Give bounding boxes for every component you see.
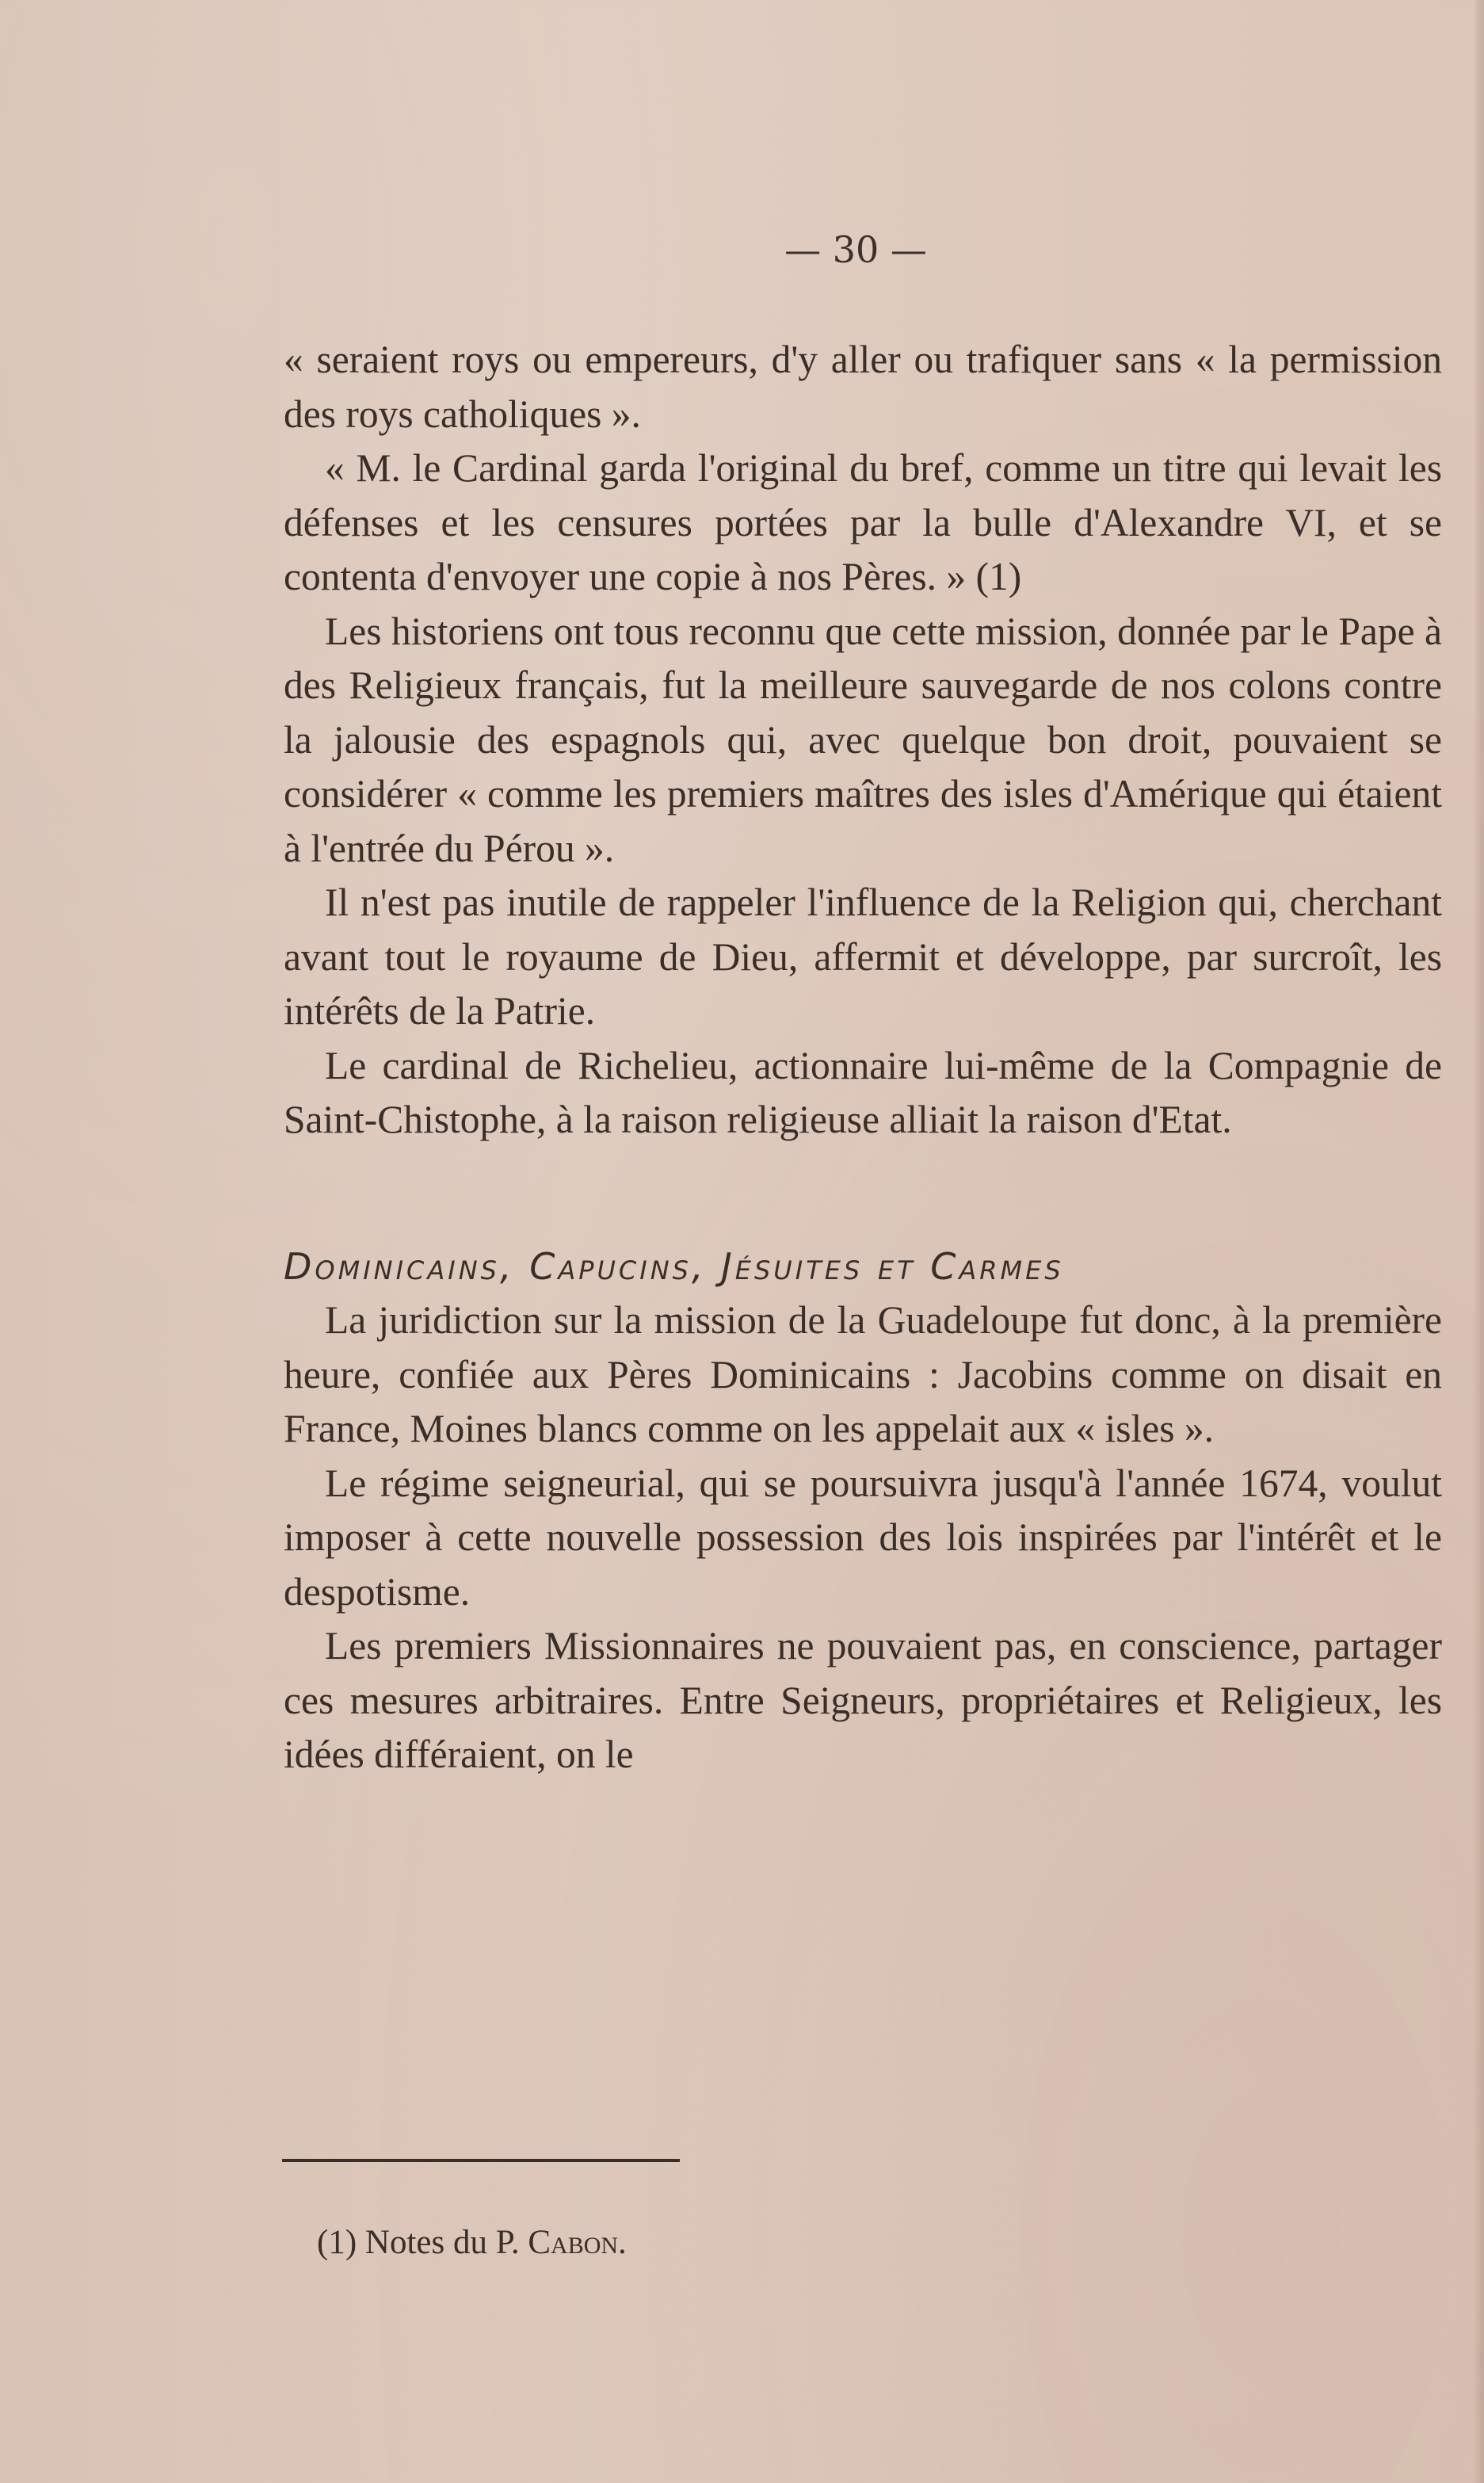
paragraph-4: Il n'est pas inutile de rappeler l'influence de la Religion qui, cherchant avant tout le royaume de Dieu, affermit et développe, par surcroît, les intérêts de la Patrie. [284, 881, 1442, 1033]
footnote [317, 2223, 627, 2262]
paragraph-2: « M. le Cardinal garda l'original du bref, comme un titre qui levait les défenses et les censures portées par la bulle d'Alexandre VI, et se contenta d'envoyer une copie à nos Pères. » (1) [284, 446, 1442, 598]
paragraph-5: Le cardinal de Richelieu, actionnaire lui-même de la Compagnie de Saint-Chistophe, à la raison religieuse alliait la raison d'Etat. [284, 1043, 1442, 1141]
paragraph-7: Le régime seigneurial, qui se poursuivra jusqu'à l'année 1674, voulut imposer à cette nouvelle possession des lois inspirées par l'intérêt et le despotisme. [284, 1461, 1442, 1614]
page-number: — 30 — [784, 228, 927, 271]
paragraph-6: La juridiction sur la mission de la Guadeloupe fut donc, à la première heure, confiée aux Pères Dominicains : Jacobins comme on disait en France, Moines blancs comme on les appelait aux « isles ». [284, 1298, 1442, 1450]
paragraph-8: Les premiers Missionnaires ne pouvaient pas, en conscience, partager ces mesures arbitraires. Entre Seigneurs, propriétaires et Religieux, les idées différaient, on le [284, 1624, 1442, 1776]
paragraph-3: Les historiens ont tous reconnu que cette mission, donnée par le Pape à des Religieux français, fut la meilleure sauvegarde de nos colons contre la jalousie des espagnols qui, avec quelque bon droit, pouvaient se considérer « comme les premiers maîtres des isles d'Amérique qui étaient à l'entrée du Pérou ». [284, 609, 1442, 870]
footnote-divider [282, 2159, 680, 2162]
body-text [284, 333, 1442, 1782]
footnote-marker: (1) [317, 2224, 357, 2261]
paragraph-1: « seraient roys ou empereurs, d'y aller ou trafiquer sans « la permission des roys catholiques ». [284, 338, 1442, 436]
section-spacer [284, 1148, 1442, 1240]
footnote-author: Cabon. [528, 2224, 627, 2261]
section-heading: Dominicains, Capucins, Jésuites et Carmes [284, 1244, 1064, 1288]
page-edge-shadow [1473, 0, 1484, 2483]
footnote-text: Notes du P. [364, 2224, 520, 2261]
